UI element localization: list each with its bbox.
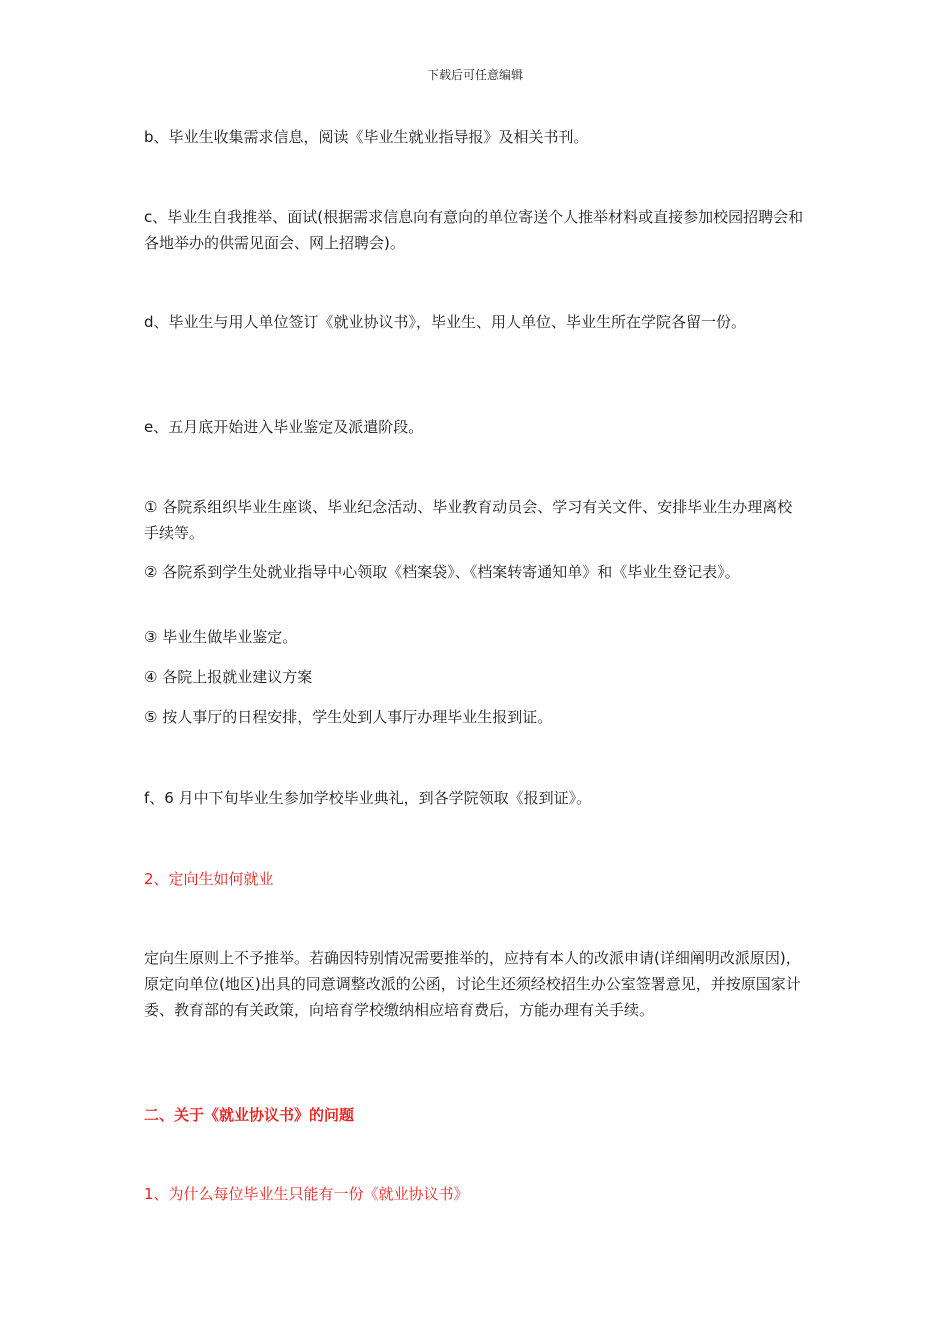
list-item-e3: ③ 毕业生做毕业鉴定。 xyxy=(144,628,298,646)
paragraph-e: e、五月底开始进入毕业鉴定及派遣阶段。 xyxy=(144,418,424,436)
list-item-e5: ⑤ 按人事厅的日程安排，学生处到人事厅办理毕业生报到证。 xyxy=(144,708,553,726)
list-item-e2: ② 各院系到学生处就业指导中心领取《档案袋》、《档案转寄通知单》和《毕业生登记表》。 xyxy=(144,563,740,581)
heading-one-agreement: 1、为什么每位毕业生只能有一份《就业协议书》 xyxy=(144,1185,469,1203)
paragraph-d: d、毕业生与用人单位签订《就业协议书》，毕业生、用人单位、毕业生所在学院各留一份。 xyxy=(144,313,747,331)
paragraph-b: b、毕业生收集需求信息，阅读《毕业生就业指导报》及相关书刊。 xyxy=(144,128,589,146)
list-item-e4: ④ 各院上报就业建议方案 xyxy=(144,668,313,686)
paragraph-f: f、6 月中下旬毕业生参加学校毕业典礼，到各学院领取《报到证》。 xyxy=(144,789,592,807)
list-item-e1: ① 各院系组织毕业生座谈、毕业纪念活动、毕业教育动员会、学习有关文件、安排毕业生办理离校手续等。 xyxy=(144,498,793,542)
header-note: 下载后可任意编辑 xyxy=(426,68,523,82)
paragraph-directed: 定向生原则上不予推举。若确因特别情况需要推举的，应持有本人的改派申请(详细阐明改派原因)，原定向单位(地区)出具的同意调整改派的公函，讨论生还须经校招生办公室签署意见，并按原国家计委、教育部的有关政策，向培育学校缴纳相应培育费后，方能办理有关手续。 xyxy=(144,949,801,1019)
paragraph-c: c、毕业生自我推举、面试(根据需求信息向有意向的单位寄送个人推举材料或直接参加校园招聘会和各地举办的供需见面会、网上招聘会)。 xyxy=(144,208,804,252)
heading-directed-employment: 2、定向生如何就业 xyxy=(144,870,274,888)
section-heading-agreement: 二、关于《就业协议书》的问题 xyxy=(144,1106,355,1124)
